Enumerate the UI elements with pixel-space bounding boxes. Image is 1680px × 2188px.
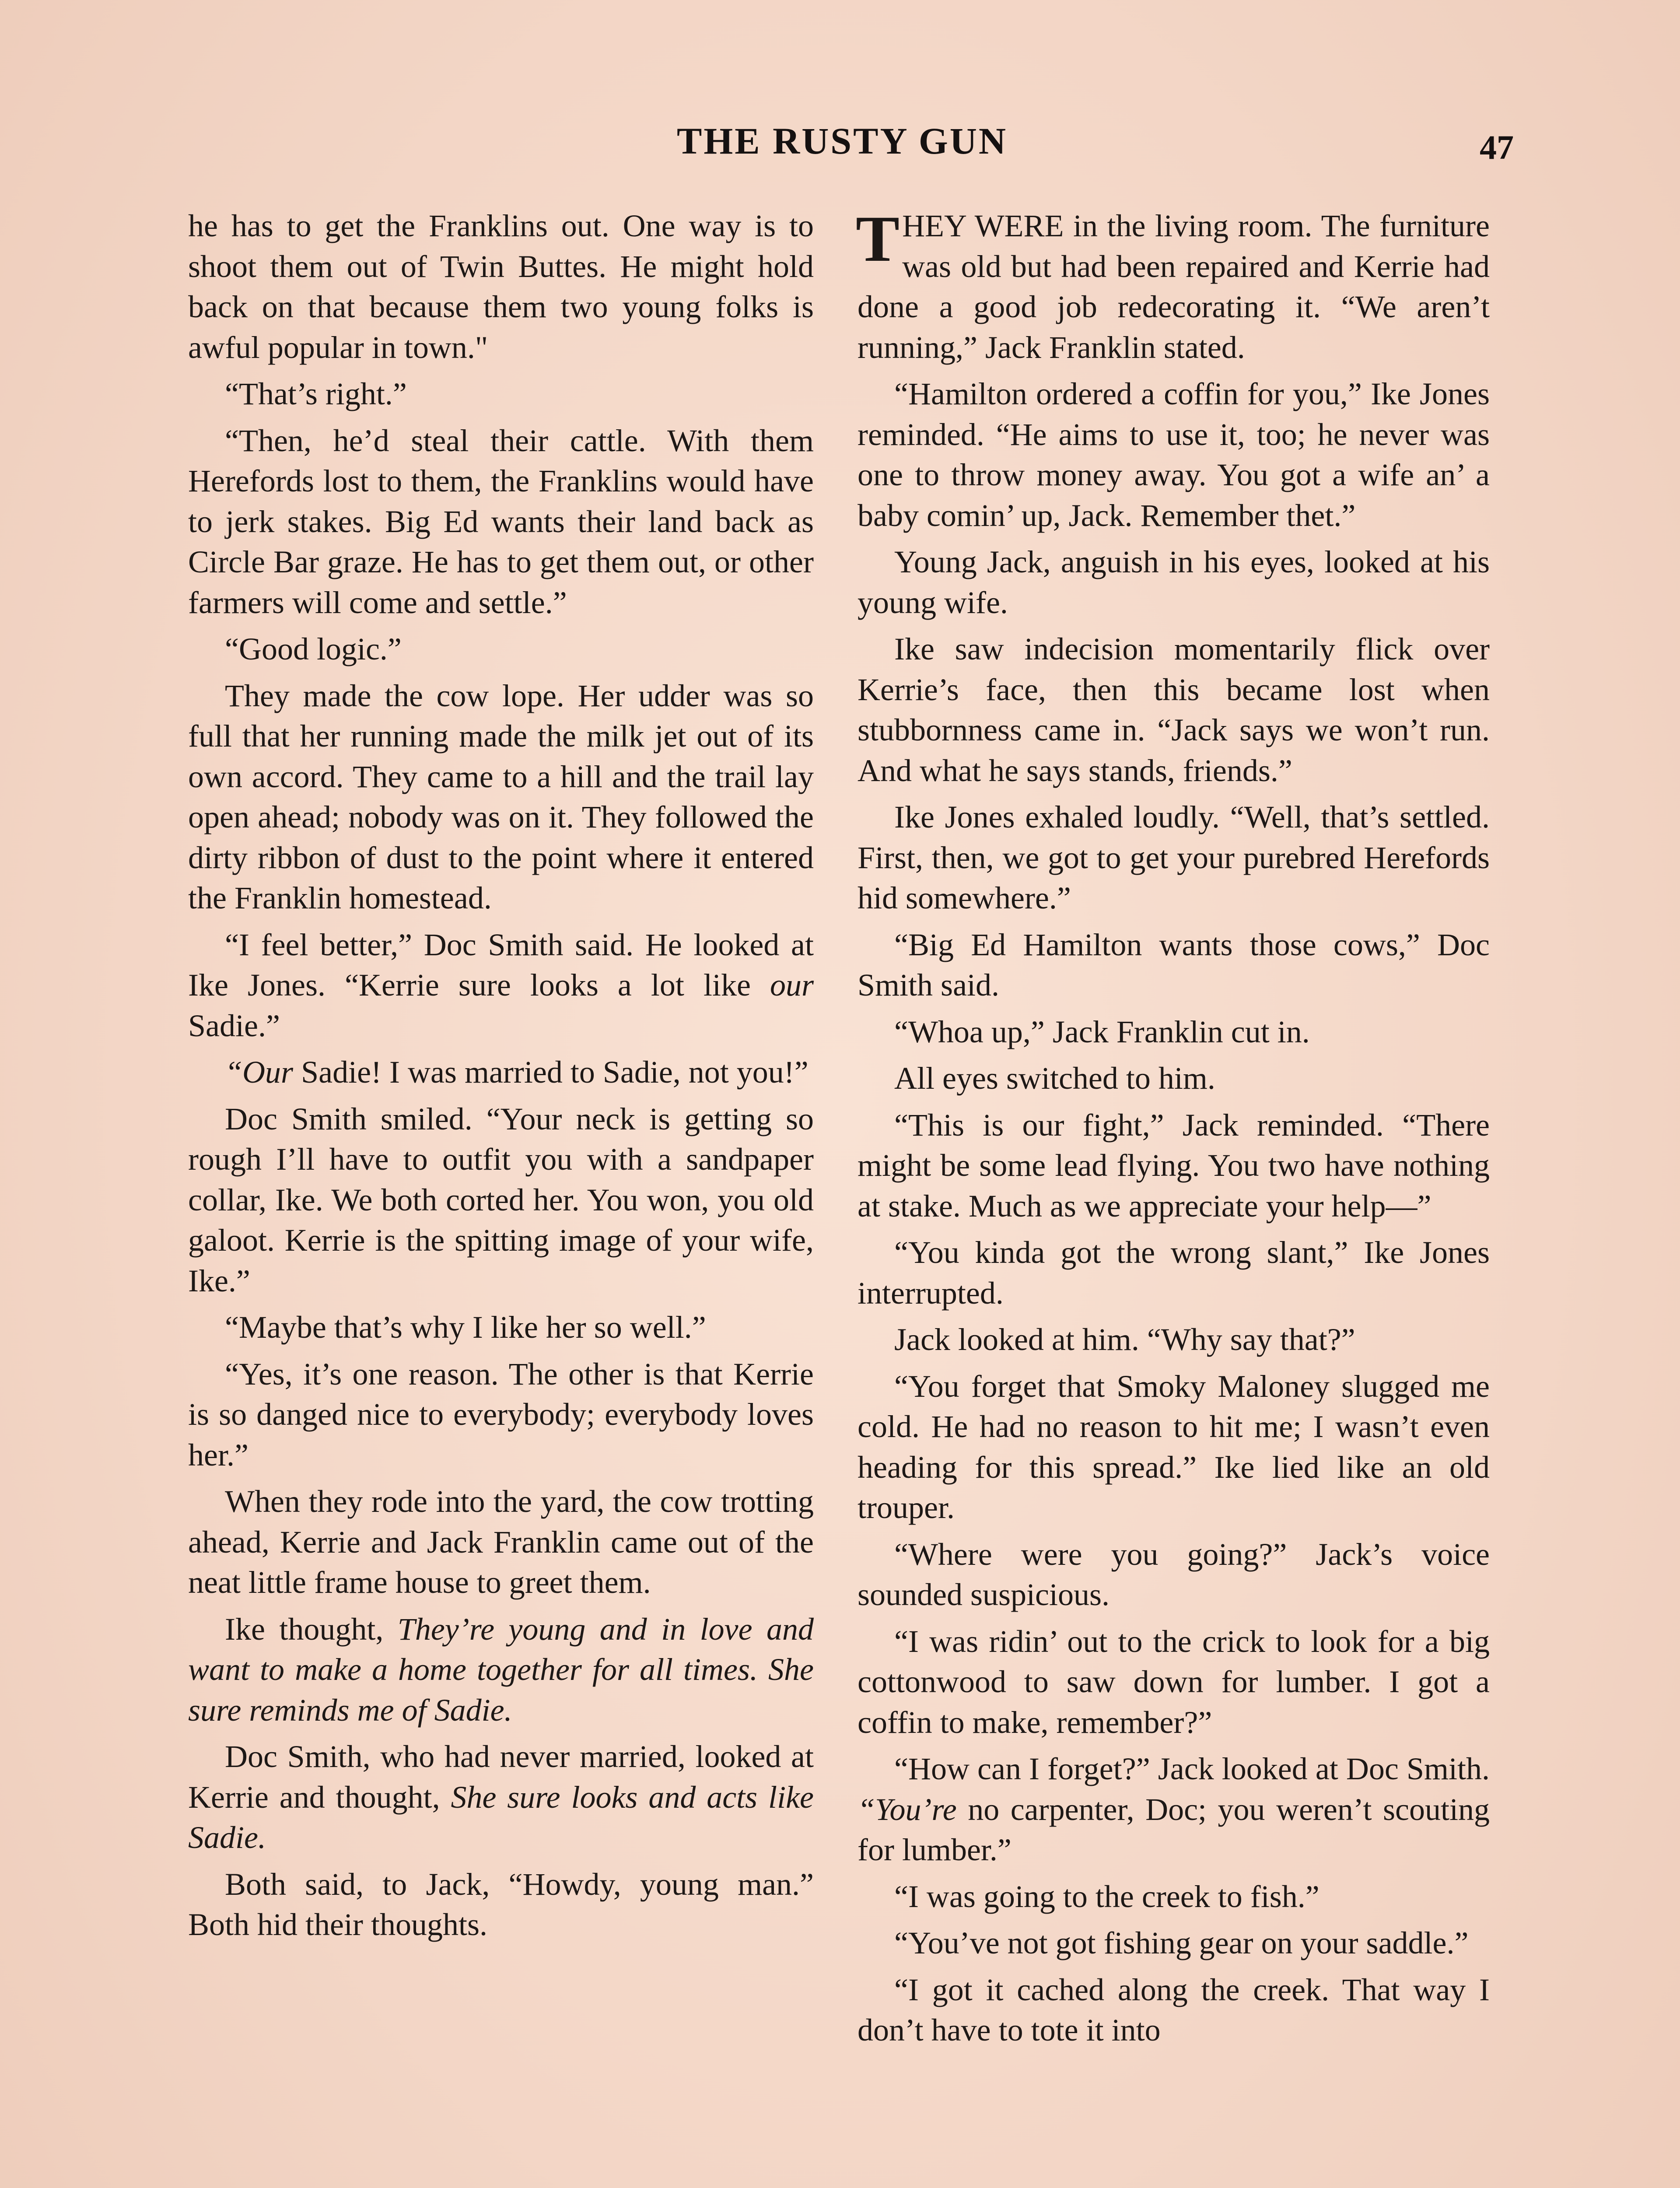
paragraph: Doc Smith smiled. “Your neck is getting so rough I’ll have to outfit you with a sandpaper collar, Ike. We both corted her. You won, you old galoot. Kerrie is the spitting image of your wife, Ike.” — [188, 1101, 814, 1298]
italic-text: “You’re — [858, 1792, 957, 1827]
italic-text: She sure looks and acts like Sadie. — [188, 1779, 814, 1855]
italic-text: our — [770, 968, 814, 1003]
paragraph: “Then, he’d steal their cattle. With them Herefords lost to them, the Franklins would have to jerk stakes. Big Ed wants their land back as Circle Bar graze. He has to get them out, or other farmers will come and settle.” — [188, 423, 814, 620]
paragraph: “Yes, it’s one reason. The other is that Kerrie is so danged nice to everybody; everybody loves her.” — [188, 1356, 814, 1473]
text-run: “I feel better,” Doc Smith said. He looked at Ike Jones. “Kerrie sure looks a lot like — [188, 927, 814, 1003]
text-run: Ike thought, — [225, 1611, 398, 1647]
text-run: Sadie! I was married to Sadie, not you!” — [293, 1055, 808, 1090]
paragraph: “You’ve not got fishing gear on your saddle.” — [894, 1925, 1469, 1960]
paragraph: Jack looked at him. “Why say that?” — [894, 1322, 1355, 1357]
paragraph — [856, 203, 1490, 368]
text-run: no carpenter, Doc; you weren’t scouting for lumber.” — [858, 1792, 1490, 1867]
drop-cap: T — [856, 203, 900, 275]
paragraph: “I got it cached along the creek. That way I don’t have to tote it into — [858, 1972, 1490, 2048]
paragraph: “You kinda got the wrong slant,” Ike Jones interrupted. — [858, 1235, 1490, 1311]
paragraph: “You forget that Smoky Maloney slugged me cold. He had no reason to hit me; I wasn’t even heading for this spread.” Ike lied like an old trouper. — [858, 1368, 1490, 1525]
paragraph: “Where were you going?” Jack’s voice sounded suspicious. — [858, 1536, 1490, 1612]
text-run: Sadie.” — [188, 1008, 280, 1043]
paragraph: he has to get the Franklins out. One way is to shoot them out of Twin Buttes. He might hold back on that because them two young folks is awful popular in town." — [188, 208, 814, 365]
paragraph — [188, 1609, 814, 1731]
italic-text: “Our — [225, 1055, 294, 1090]
left-column — [188, 206, 814, 2188]
paragraph: All eyes switched to him. — [894, 1061, 1215, 1096]
text-run: Doc Smith, who had never married, looked at Kerrie and thought, — [188, 1739, 814, 1815]
paragraph: “Good logic.” — [225, 631, 402, 666]
paragraph: They made the cow lope. Her udder was so full that her running made the milk jet out of its own accord. They came to a hill and the trail lay open ahead; nobody was on it. They followed the dirty ribbon of dust to the point where it entered the Franklin homestead. — [188, 678, 814, 915]
paragraph — [188, 1052, 814, 1093]
paragraph: “Maybe that’s why I like her so well.” — [225, 1310, 706, 1345]
paragraph — [858, 1749, 1490, 1870]
page-header — [0, 119, 1680, 172]
paragraph — [188, 1736, 814, 1858]
paragraph: “I was ridin’ out to the crick to look for a big cottonwood to saw down for lumber. I got a coffin to make, remember?” — [858, 1623, 1490, 1740]
paragraph: “Whoa up,” Jack Franklin cut in. — [894, 1014, 1310, 1049]
paragraph: “I was going to the creek to fish.” — [894, 1879, 1320, 1914]
paragraph: When they rode into the yard, the cow trotting ahead, Kerrie and Jack Franklin came out of the neat little frame house to greet them. — [188, 1484, 814, 1600]
paragraph: Ike saw indecision momentarily flick over Kerrie’s face, then this became lost when stubbornness came in. “Jack says we won’t run. And what he says stands, friends.” — [858, 631, 1490, 788]
paragraph — [188, 925, 814, 1046]
italic-text: They’re young and in love and want to make a home together for all times. She sure reminds me of Sadie. — [188, 1611, 814, 1728]
paragraph: Young Jack, anguish in his eyes, looked at his young wife. — [858, 544, 1490, 620]
paragraph: “Hamilton ordered a coffin for you,” Ike Jones reminded. “He aims to use it, too; he never was one to throw money away. You got a wife an’ a baby comin’ up, Jack. Remember thet.” — [858, 376, 1490, 533]
paragraph: “Big Ed Hamilton wants those cows,” Doc Smith said. — [858, 927, 1490, 1003]
right-column — [856, 203, 1490, 2188]
text-run: “How can I forget?” Jack looked at Doc Smith. — [894, 1751, 1490, 1786]
paragraph: “That’s right.” — [225, 376, 407, 411]
paragraph: Ike Jones exhaled loudly. “Well, that’s settled. First, then, we got to get your purebred Herefords hid somewhere.” — [858, 799, 1490, 915]
running-title: THE RUSTY GUN — [676, 120, 1008, 162]
text-run: HEY WERE in the living room. The furniture was old but had been repaired and Kerrie had done a good job redecorating it. “We aren’t running,” Jack Franklin stated. — [858, 208, 1490, 365]
paragraph: “This is our fight,” Jack reminded. “There might be some lead flying. You two have nothing at stake. Much as we appreciate your help—” — [858, 1107, 1490, 1224]
paragraph: Both said, to Jack, “Howdy, young man.” Both hid their thoughts. — [188, 1866, 814, 1942]
page-number: 47 — [1480, 128, 1514, 166]
